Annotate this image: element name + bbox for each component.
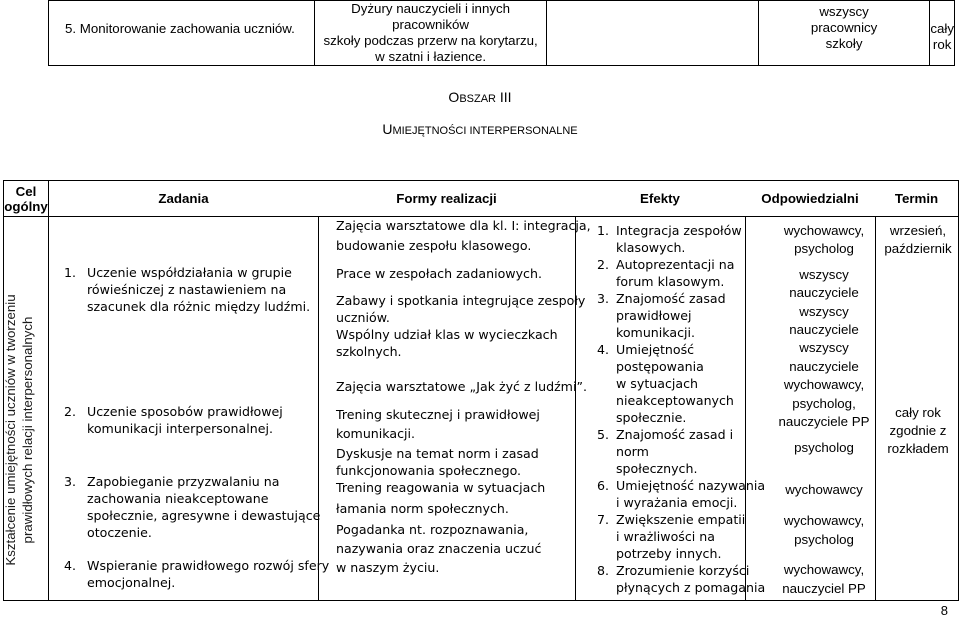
title-smallcaps: MIEJĘTNOŚCI INTERPERSONALNE: [392, 125, 578, 137]
effect-line: Zwiększenie empatii: [616, 512, 746, 527]
header-efekty: [575, 181, 745, 217]
task-1: [64, 264, 310, 315]
effect-item: [597, 290, 769, 341]
term-2: [876, 404, 960, 458]
header-efekty-text: Efekty: [640, 191, 680, 206]
task-line: społecznie, agresywne i dewastujące: [87, 508, 321, 523]
task-number: 2.: [64, 404, 77, 419]
effect-line: komunikacji.: [616, 325, 695, 340]
goal-line: prawidłowych relacji interpersonalnych: [20, 316, 35, 544]
form-line: Zajęcia warsztatowe dla kl. I: integracja,: [336, 218, 591, 233]
effect-line: Znajomość zasad: [616, 291, 726, 306]
responsible-line: nauczyciele PP: [778, 414, 870, 430]
form-line: Trening skutecznej i prawidłowej: [336, 407, 540, 422]
task-line: zachowania nieakceptowane: [87, 491, 269, 506]
effect-line: nieakceptowanych: [616, 393, 734, 408]
effect-number: 7.: [597, 512, 610, 527]
responsible-list: [760, 222, 888, 598]
form-line: nazywania oraz znaczenia uczuć: [336, 541, 542, 556]
term-cell-5: [930, 1, 955, 66]
header-zadania-text: Zadania: [158, 191, 209, 206]
effect-number: 5.: [597, 427, 610, 442]
effect-number: 2.: [597, 257, 610, 272]
effect-number: 3.: [597, 291, 610, 306]
form-line: w naszym życiu.: [336, 560, 440, 575]
responsible-line: nauczyciele: [789, 358, 859, 374]
heading-smallcaps: BSZAR: [459, 93, 496, 105]
task-2: [64, 403, 283, 437]
header-termin: [875, 181, 959, 217]
effect-line: postępowania: [616, 359, 704, 374]
goal-vertical-text: [2, 260, 36, 600]
task-line: Uczenie sposobów prawidłowej: [87, 404, 283, 419]
top-row-table: [48, 0, 955, 66]
task-line: rówieśniczej z nastawieniem na: [87, 282, 287, 297]
effect-line: forum klasowym.: [616, 274, 725, 289]
task-number: 1.: [64, 265, 77, 280]
effect-number: 6.: [597, 478, 610, 493]
header-cel-line: Cel: [15, 183, 37, 199]
forms-list: [336, 217, 591, 576]
effect-line: i wyrażania emocji.: [616, 495, 738, 510]
effect-line: klasowych.: [616, 240, 686, 255]
task-line: komunikacji interpersonalnej.: [87, 421, 273, 436]
effect-number: 8.: [597, 563, 610, 578]
heading-number: III: [496, 89, 512, 105]
term-1: [876, 222, 960, 258]
task-3: [64, 473, 320, 541]
effect-item: [597, 222, 769, 256]
resp-line: pracownicy: [810, 20, 878, 35]
effect-line: prawidłowej: [616, 308, 692, 323]
responsible-line: nauczyciele: [789, 285, 859, 301]
term-5: cały rok: [930, 21, 954, 52]
term-line: rozkładem: [887, 441, 949, 456]
header-formy-text: Formy realizacji: [396, 191, 497, 206]
task-number: 4.: [64, 558, 77, 573]
responsible-line: wszyscy: [799, 303, 849, 319]
term-line: wrzesień,: [889, 223, 947, 238]
effect-line: w sytuacjach: [616, 376, 699, 391]
form-line: Pogadanka nt. rozpoznawania,: [336, 522, 529, 537]
resp-line: szkoły: [825, 36, 863, 51]
task-4: [64, 557, 329, 591]
form-line: Prace w zespołach zadaniowych.: [336, 266, 542, 281]
effect-line: potrzeby innych.: [616, 546, 722, 561]
form-cell-5: [315, 1, 547, 66]
term-line: październik: [884, 241, 952, 256]
section-title: [0, 121, 960, 137]
effects-list: [597, 222, 769, 596]
effect-number: 1.: [597, 223, 610, 238]
effect-line: Umiejętność nazywania: [616, 478, 766, 493]
effect-line: społecznie.: [616, 410, 687, 425]
page-number: 8: [940, 603, 948, 618]
form-line: szkolnych.: [336, 344, 402, 359]
form-line: funkcjonowania społecznego.: [336, 463, 522, 478]
effect-line: płynących z pomagania: [616, 580, 766, 595]
effect-item: [597, 426, 769, 477]
header-zadania: [49, 181, 319, 217]
responsible-line: wychowawcy,: [783, 513, 865, 529]
header-cel: [4, 181, 49, 217]
responsible-line: psycholog: [794, 241, 854, 257]
header-termin-text: Termin: [894, 191, 939, 206]
responsible-line: psycholog,: [792, 395, 856, 411]
header-odpowiedzialni-text: Odpowiedzialni: [761, 191, 859, 206]
term-line: zgodnie z: [889, 423, 947, 438]
form-line: łamania norm społecznych.: [336, 501, 509, 516]
effect-line: Integracja zespołów: [616, 223, 742, 238]
form-line: w szatni i łazience.: [375, 49, 487, 64]
task-line: emocjonalnej.: [87, 575, 176, 590]
responsible-line: nauczyciel PP: [782, 580, 866, 596]
task-line: Wspieranie prawidłowego rozwój sfery: [87, 558, 330, 573]
form-line: uczniów.: [336, 310, 390, 325]
effect-line: i wrażliwości na: [616, 529, 715, 544]
term-line: cały rok: [895, 405, 941, 420]
effect-line: Znajomość zasad i norm: [616, 427, 734, 459]
header-formy: [318, 181, 575, 217]
responsible-line: psycholog: [794, 531, 854, 547]
effect-item: [597, 562, 769, 596]
effect-line: Autoprezentacji na: [616, 257, 735, 272]
form-line: komunikacji.: [336, 426, 415, 441]
responsible-cell-5: [758, 1, 930, 66]
task-cell-5: [49, 1, 315, 66]
responsible-line: wychowawcy,: [783, 377, 865, 393]
effect-line: Zrozumienie korzyści: [616, 563, 750, 578]
form-line: Dyskusje na temat norm i zasad: [336, 446, 539, 461]
section-heading: [0, 89, 960, 105]
responsible-line: wszyscy: [799, 340, 849, 356]
form-line: budowanie zespołu klasowego.: [336, 238, 532, 253]
form-line: Dyżury nauczycieli i innych pracowników: [351, 1, 511, 32]
responsible-line: wychowawcy,: [783, 562, 865, 578]
resp-line: wszyscy: [819, 4, 869, 19]
effect-line: społecznych.: [616, 461, 698, 476]
effect-item: [597, 477, 769, 511]
form-line: Trening reagowania w sytuacjach: [336, 480, 546, 495]
form-line: Zajęcia warsztatowe „Jak żyć z ludźmi”.: [336, 379, 587, 394]
effect-item: [597, 341, 769, 426]
task-line: Zapobieganie przyzwalaniu na: [87, 474, 280, 489]
header-odpowiedzialni: [745, 181, 875, 217]
responsible-line: wszyscy: [799, 266, 849, 282]
heading-letter: O: [448, 89, 460, 105]
effect-line: Umiejętność: [616, 342, 695, 357]
effect-number: 4.: [597, 342, 610, 357]
responsible-line: wychowawcy,: [783, 223, 865, 238]
effect-item: [597, 256, 769, 290]
responsible-line: nauczyciele: [789, 322, 859, 338]
task-5-text: 5. Monitorowanie zachowania uczniów.: [65, 21, 295, 36]
effect-item: [597, 511, 769, 562]
title-letter: U: [382, 121, 393, 137]
task-line: szacunek dla różnic między ludźmi.: [87, 299, 311, 314]
form-line: Wspólny udział klas w wycieczkach: [336, 327, 558, 342]
form-line: Zabawy i spotkania integrujące zespoły: [336, 293, 586, 308]
goal-line: Kształcenie umiejętności uczniów w tworzeniu: [3, 294, 18, 566]
task-line: Uczenie współdziałania w grupie: [87, 265, 292, 280]
header-cel-line: ogólny: [4, 198, 48, 214]
responsible-line: psycholog: [794, 440, 854, 456]
task-number: 3.: [64, 474, 77, 489]
task-line: otoczenie.: [87, 525, 152, 540]
form-line: szkoły podczas przerw na korytarzu,: [323, 33, 538, 48]
effect-cell-5: [547, 1, 759, 66]
responsible-line: wychowawcy: [785, 481, 863, 497]
